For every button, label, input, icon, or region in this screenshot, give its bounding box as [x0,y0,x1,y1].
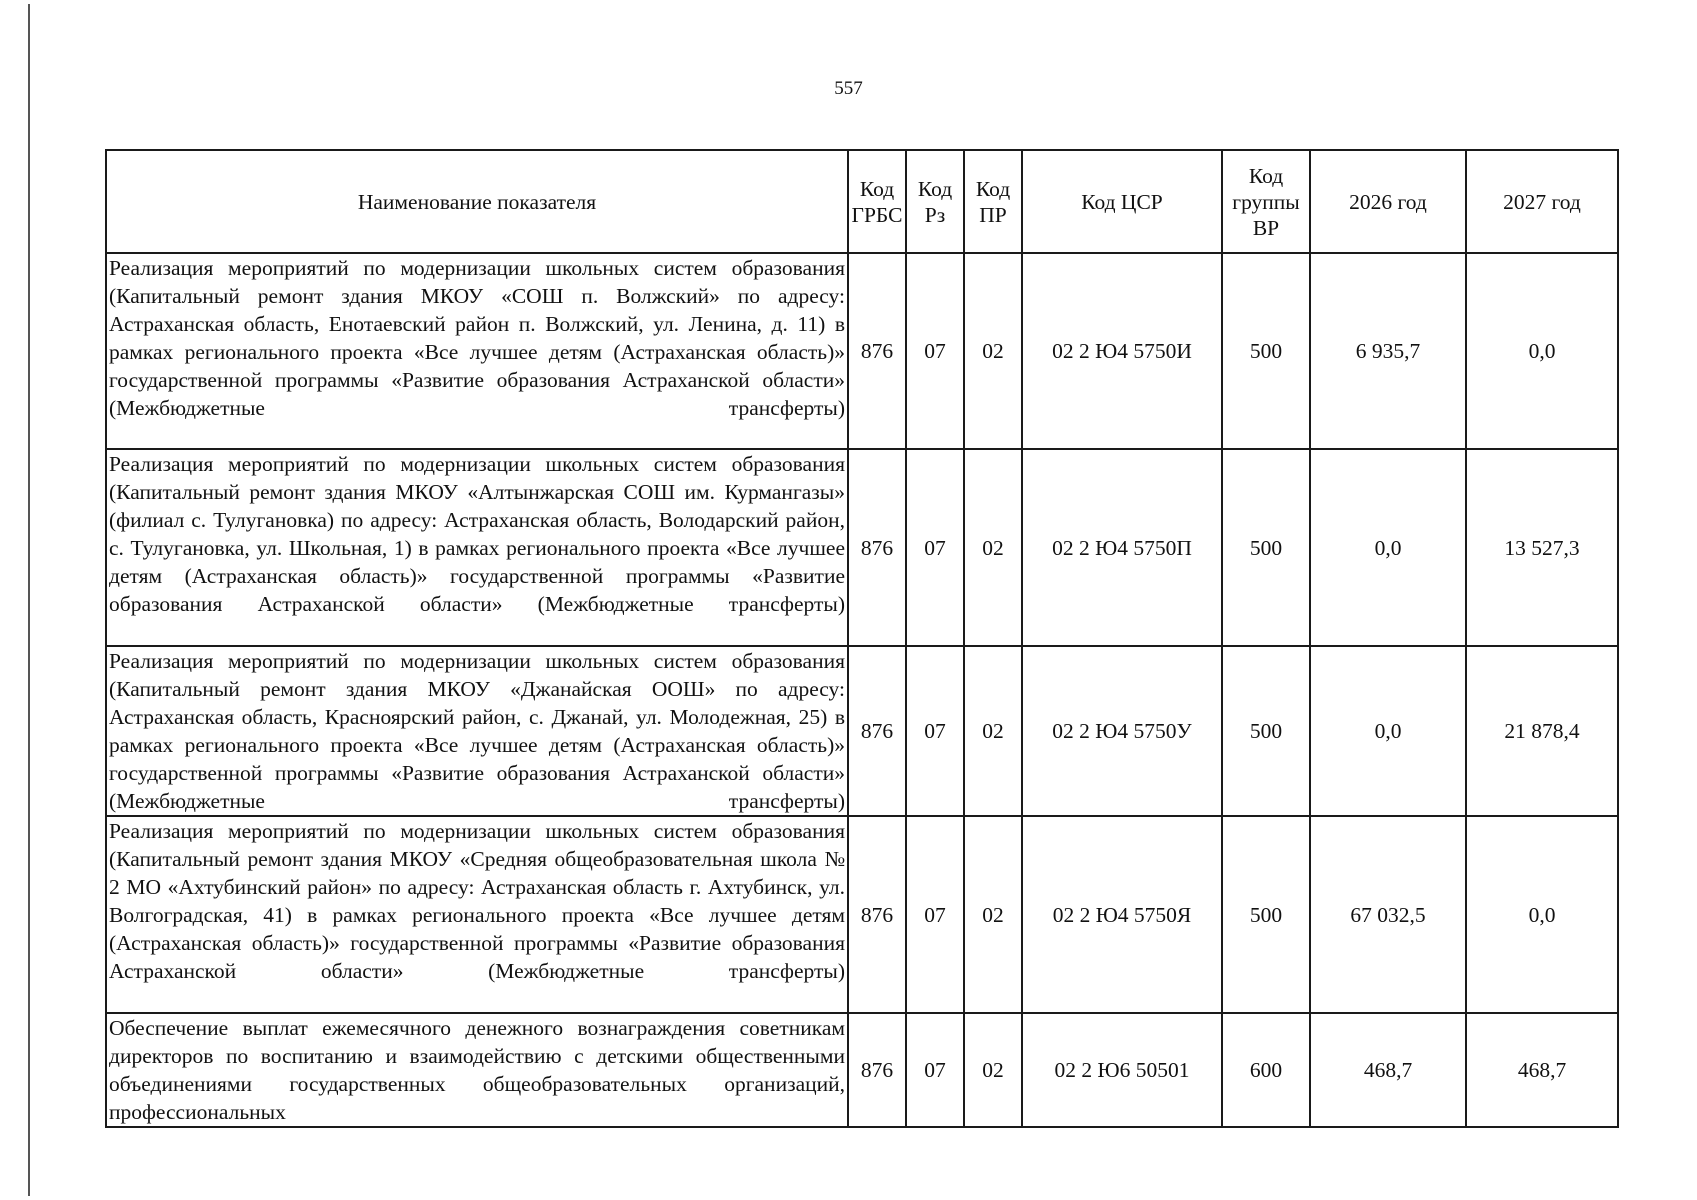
row-csr: 02 2 Ю4 5750И [1022,253,1222,449]
row-2027: 21 878,4 [1466,646,1618,816]
header-rz: Код Рз [906,150,964,253]
row-2027: 0,0 [1466,253,1618,449]
binding-edge-line [28,4,30,1196]
header-grbs: Код ГРБС [848,150,906,253]
row-pr: 02 [964,816,1022,1013]
header-row [106,150,1618,253]
row-2027: 13 527,3 [1466,449,1618,646]
row-2026: 468,7 [1310,1013,1466,1127]
row-2027: 0,0 [1466,816,1618,1013]
row-2026: 0,0 [1310,449,1466,646]
row-name: Обеспечение выплат ежемесячного денежного вознаграждения советникам директоров по воспитанию и взаимодействию с детскими общественными объединениями государственных общеобразовательных организаций, профессиональных [106,1013,848,1127]
header-vr: Код группы ВР [1222,150,1310,253]
row-csr: 02 2 Ю4 5750П [1022,449,1222,646]
row-pr: 02 [964,449,1022,646]
row-2026: 6 935,7 [1310,253,1466,449]
row-grbs: 876 [848,253,906,449]
row-pr: 02 [964,1013,1022,1127]
row-vr: 500 [1222,646,1310,816]
table-row [106,646,1618,816]
row-rz: 07 [906,816,964,1013]
row-grbs: 876 [848,646,906,816]
row-vr: 600 [1222,1013,1310,1127]
page-number: 557 [834,78,863,99]
row-vr: 500 [1222,816,1310,1013]
row-2027: 468,7 [1466,1013,1618,1127]
row-name: Реализация мероприятий по модернизации школьных систем образования (Капитальный ремонт здания МКОУ «СОШ п. Волжский» по адресу: Астраханская область, Енотаевский район п. Волжский, ул. Ленина, д. 11) в рамках регионального проекта «Все лучшее детям (Астраханская область)» государственной программы «Развитие образования Астраханской области» (Межбюджетные трансферты) [106,253,848,449]
budget-table [105,149,1619,1128]
row-2026: 0,0 [1310,646,1466,816]
table-row [106,816,1618,1013]
row-grbs: 876 [848,816,906,1013]
row-name: Реализация мероприятий по модернизации школьных систем образования (Капитальный ремонт здания МКОУ «Алтынжарская СОШ им. Курмангазы» (филиал с. Тулугановка) по адресу: Астраханская область, Володарский район, с. Тулугановка, ул. Школьная, 1) в рамках регионального проекта «Все лучшее детям (Астраханская область)» государственной программы «Развитие образования Астраханской области» (Межбюджетные трансферты) [106,449,848,646]
row-rz: 07 [906,449,964,646]
row-rz: 07 [906,1013,964,1127]
row-csr: 02 2 Ю6 50501 [1022,1013,1222,1127]
row-grbs: 876 [848,1013,906,1127]
header-name: Наименование показателя [106,150,848,253]
row-name: Реализация мероприятий по модернизации школьных систем образования (Капитальный ремонт здания МКОУ «Джанайская ООШ» по адресу: Астраханская область, Красноярский район, с. Джанай, ул. Молодежная, 25) в рамках регионального проекта «Все лучшее детям (Астраханская область)» государственной программы «Развитие образования Астраханской области» (Межбюджетные трансферты) [106,646,848,816]
row-csr: 02 2 Ю4 5750Я [1022,816,1222,1013]
row-grbs: 876 [848,449,906,646]
row-vr: 500 [1222,449,1310,646]
row-rz: 07 [906,646,964,816]
header-2027: 2027 год [1466,150,1618,253]
header-csr: Код ЦСР [1022,150,1222,253]
header-pr: Код ПР [964,150,1022,253]
row-pr: 02 [964,253,1022,449]
row-name: Реализация мероприятий по модернизации школьных систем образования (Капитальный ремонт здания МКОУ «Средняя общеобразовательная школа № 2 МО «Ахтубинский район» по адресу: Астраханская область г. Ахтубинск, ул. Волгоградская, 41) в рамках регионального проекта «Все лучшее детям (Астраханская область)» государственной программы «Развитие образования Астраханской области» (Межбюджетные трансферты) [106,816,848,1013]
row-rz: 07 [906,253,964,449]
table-row [106,449,1618,646]
row-2026: 67 032,5 [1310,816,1466,1013]
row-pr: 02 [964,646,1022,816]
row-csr: 02 2 Ю4 5750У [1022,646,1222,816]
header-2026: 2026 год [1310,150,1466,253]
table-row [106,253,1618,449]
table-row [106,1013,1618,1127]
row-vr: 500 [1222,253,1310,449]
